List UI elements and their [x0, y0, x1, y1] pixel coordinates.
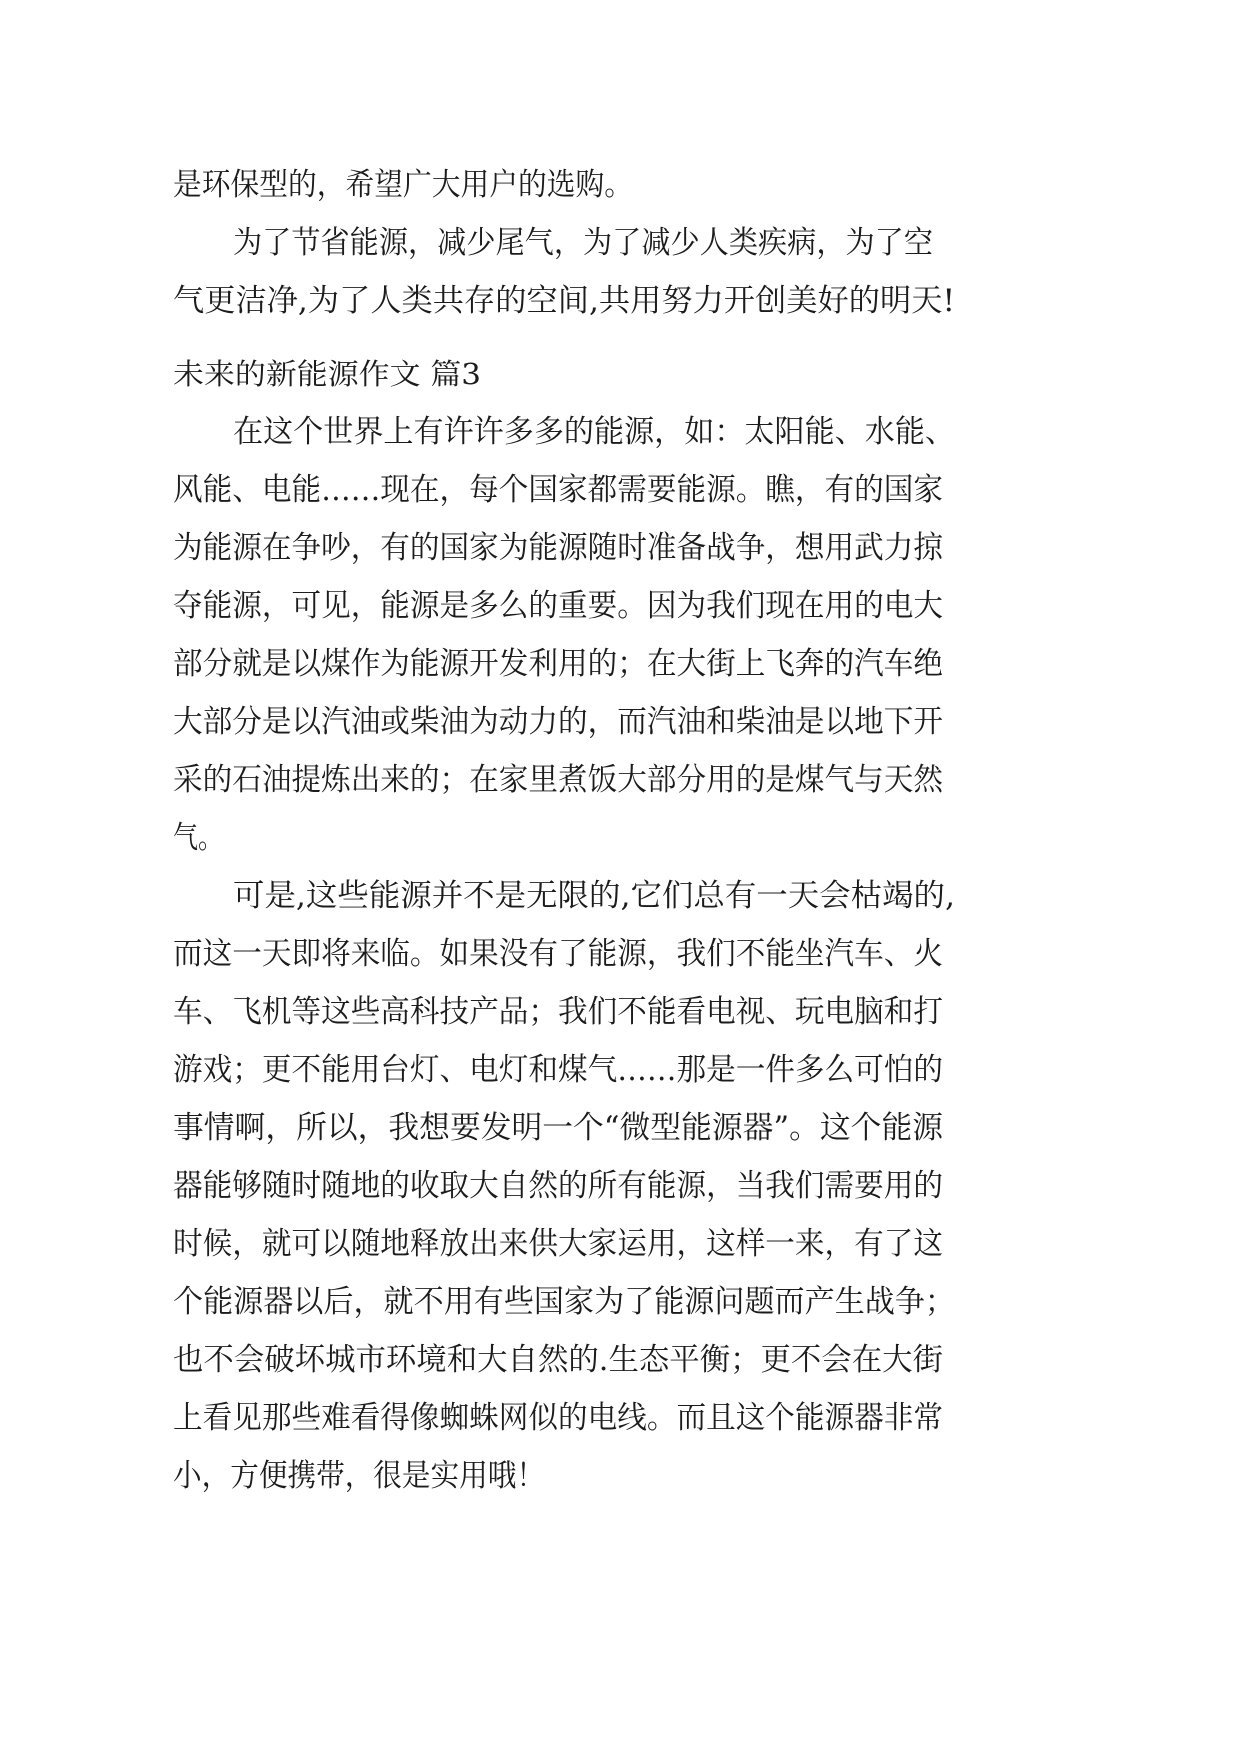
document-page: 是环保型的，希望广大用户的选购。 为了节省能源，减少尾气，为了减少人类疾病，为了空 气更洁净,为了人类共存的空间,共用努力开创美好的明天! 未来的新能源作文 篇3 在这个世界上有许许多多的能源，如：太阳能、水能、 风能、电能……现在，每个国家都需要能源。瞧，有的国家 为能源在争吵，有的国家为能源随时准备战争，想用武力掠 夺能源，可见，能源是多么的重要。因为我们现在用的电大 部分就是以煤作为能源开发利用的；在大街上飞奔的汽车绝 大部分是以汽油或柴油为动力的，而汽油和柴油是以地下开 采的石油提炼出来的；在家里煮饭大部分用的是煤气与天然 气。 可是,这些能源并不是无限的,它们总有一天会枯竭的, 而这一天即将来临。如果没有了能源，我们不能坐汽车、火 车、飞机等这些高科技产品；我们不能看电视、玩电脑和打 游戏；更不能用台灯、电灯和煤气……那是一件多么可怕的 事情啊，所以，我想要发明一个“微型能源器”。这个能源 器能够随时随地的收取大自然的所有能源，当我们需要用的 时候，就可以随地释放出来供大家运用，这样一来，有了这 个能源器以后，就不用有些国家为了能源问题而产生战争； 也不会破坏城市环境和大自然的.生态平衡；更不会在大街 上看见那些难看得像蜘蛛网似的电线。而且这个能源器非常 小，方便携带，很是实用哦！ [0, 0, 1241, 1754]
